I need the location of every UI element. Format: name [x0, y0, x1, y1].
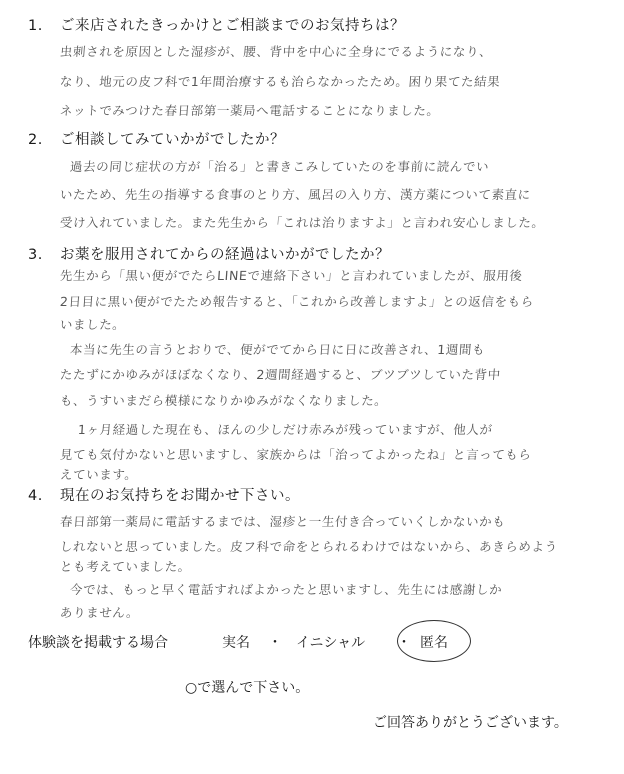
answer-4-line-2: しれないと思っていました。皮フ科で命をとられるわけではないから、あきらめよう	[59, 539, 559, 554]
separator-dot: ・	[268, 635, 282, 651]
answer-3-line-5: たたずにかゆみがほぼなくなり、2週間経過すると、ブツブツしていた背中	[59, 367, 502, 382]
answer-4-line-5: ありません。	[59, 605, 140, 620]
publish-label: 体験談を掲載する場合	[28, 635, 168, 651]
answer-3-line-6: も、うすいまだら模様になりかゆみがなくなりました。	[59, 393, 389, 408]
selection-circle	[397, 620, 471, 662]
answer-1-line-3: ネットでみつけた春日部第一薬局へ電話することになりました。	[59, 103, 441, 118]
question-2: 2. ご相談してみていかがでしたか？	[28, 132, 285, 148]
question-3: 3. お薬を服用されてからの経過はいかがでしたか？	[28, 247, 390, 263]
answer-3-line-4: 本当に先生の言うとおりで、便がでてから日に日に改善され、1週間も	[69, 342, 486, 357]
answer-4-line-4: 今では、もっと早く電話すればよかったと思いますし、先生には感謝しか	[69, 582, 503, 597]
answer-3-line-2: 2日目に黒い便がでたため報告すると、「これから改善しますよ」との返信をもら	[59, 294, 535, 309]
answer-1-line-1: 虫刺されを原因とした湿疹が、腰、背中を中心に全身にでるようになり、	[59, 44, 493, 59]
answer-2-line-3: 受け入れていました。また先生から「これは治りますよ」と言われ安心しました。	[59, 215, 546, 230]
answer-4-line-1: 春日部第一薬局に電話するまでは、湿疹と一生付き合っていくしかないかも	[59, 514, 506, 529]
answer-2-line-1: 過去の同じ症状の方が「治る」と書きこみしていたのを事前に読んでい	[69, 159, 490, 174]
answer-3-line-8: 見ても気付かないと思いますし、家族からは「治ってよかったね」と言ってもら	[59, 447, 533, 462]
option-real-name: 実名	[222, 635, 250, 651]
separator-dot: ・	[397, 635, 411, 651]
option-anonymous: 匿名	[420, 635, 448, 651]
thanks-text: ご回答ありがとうございます。	[373, 715, 568, 731]
question-4: 4. 現在のお気持ちをお聞かせ下さい。	[28, 488, 300, 504]
answer-3-line-7: 1ヶ月経過した現在も、ほんの少しだけ赤みが残っていますが、他人が	[77, 422, 494, 437]
answer-2-line-2: いたため、先生の指導する食事のとり方、風呂の入り方、漢方薬について素直に	[59, 187, 532, 202]
answer-3-line-9: えています。	[59, 467, 139, 482]
answer-3-line-1: 先生から「黒い便がでたらLINEで連絡下さい」と言われていましたが、服用後	[59, 268, 524, 283]
answer-1-line-2: なり、地元の皮フ科で1年間治療するも治らなかったため。困り果てた結果	[59, 74, 501, 89]
answer-3-line-3: いました。	[59, 317, 127, 332]
option-initial: イニシャル	[296, 635, 366, 651]
question-1: 1. ご来店されたきっかけとご相談までのお気持ちは？	[28, 18, 405, 34]
instruction-text: ○で選んで下さい。	[185, 680, 310, 696]
answer-4-line-3: とも考えていました。	[59, 559, 192, 574]
